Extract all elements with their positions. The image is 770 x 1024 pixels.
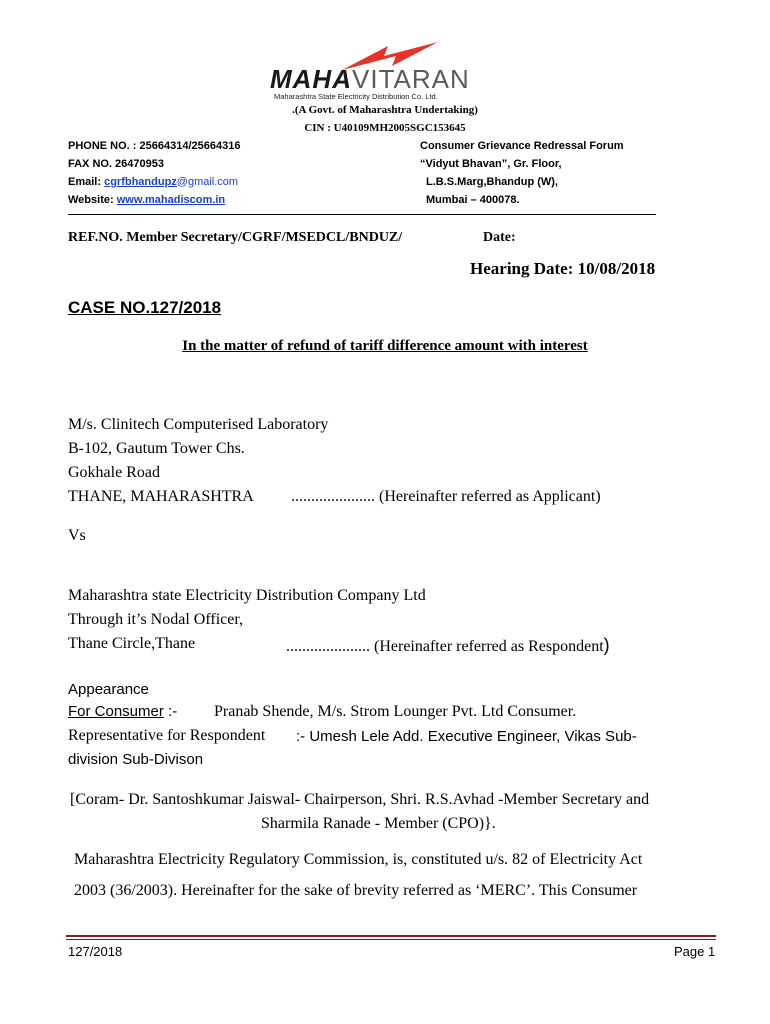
header-divider	[68, 214, 656, 215]
logo-word-vitaran: VITARAN	[352, 64, 470, 94]
consumer-representative: Pranab Shende, M/s. Strom Lounger Pvt. Ltd Consumer.	[214, 703, 577, 720]
applicant-line-4: THANE, MAHARASHTRA	[68, 488, 254, 505]
respondent-line-3: Thane Circle,Thane	[68, 635, 196, 652]
footer-divider	[66, 935, 716, 937]
address-line-3: Mumbai – 400078.	[426, 194, 520, 206]
respondent-representative: :- Umesh Lele Add. Executive Engineer, Vikas Sub-	[296, 728, 637, 745]
page-number: Page 1	[674, 944, 716, 959]
body-line-1: Maharashtra Electricity Regulatory Commission, is, constituted u/s. 82 of Electricity Act	[74, 851, 643, 868]
consumer-appearance	[68, 703, 177, 721]
respondent-representative-cont: division Sub-Divison	[68, 751, 204, 768]
respondent-representative-label: Representative for Respondent	[68, 727, 266, 744]
email-domain: @gmail.com	[176, 176, 239, 188]
respondent-role	[286, 635, 610, 656]
respondent-line-1: Maharashtra state Electricity Distribution Company Ltd	[68, 587, 426, 604]
coram-line-2: Sharmila Ranade - Member (CPO)}.	[261, 815, 496, 832]
coram-line-1: [Coram- Dr. Santoshkumar Jaiswal- Chairperson, Shri. R.S.Avhad -Member Secretary and	[70, 791, 650, 808]
hearing-date: Hearing Date: 10/08/2018	[470, 259, 656, 278]
fax-number: FAX NO. 26470953	[68, 158, 165, 170]
logo-wordmark	[270, 64, 515, 95]
body-line-2: 2003 (36/2003). Hereinafter for the sake of brevity referred as ‘MERC’. This Consumer	[74, 882, 638, 899]
footer-case-number: 127/2018	[68, 944, 123, 959]
logo-word-maha: MAHA	[270, 64, 352, 94]
consumer-separator: :-	[163, 703, 178, 720]
respondent-line-2: Through it’s Nodal Officer,	[68, 611, 244, 628]
applicant-line-3: Gokhale Road	[68, 464, 160, 481]
website-label: Website:	[68, 194, 117, 206]
respondent-role-close: )	[603, 635, 610, 655]
cin-line: CIN : U40109MH2005SGC153645	[304, 122, 466, 134]
logo-subtitle: Maharashtra State Electricity Distribution Co. Ltd.	[274, 92, 438, 101]
address-line-2: L.B.S.Marg,Bhandup (W),	[426, 176, 558, 188]
respondent-role-text: ..................... (Hereinafter referred as Respondent	[286, 638, 604, 655]
address-line-1: “Vidyut Bhavan”, Gr. Floor,	[420, 158, 562, 170]
phone-number: PHONE NO. : 25664314/25664316	[68, 140, 241, 152]
mahavitaran-logo	[270, 40, 515, 100]
versus: Vs	[68, 527, 86, 544]
email-label: Email:	[68, 176, 105, 188]
applicant-role: ..................... (Hereinafter referred as Applicant)	[291, 488, 601, 505]
govt-undertaking-line: .(A Govt. of Maharashtra Undertaking)	[292, 104, 478, 116]
applicant-line-1: M/s. Clinitech Computerised Laboratory	[68, 416, 329, 433]
email-link[interactable]: cgrfbhandupz	[104, 176, 177, 188]
consumer-label: For Consumer	[68, 703, 164, 720]
appearance-heading: Appearance	[68, 681, 149, 698]
date-label: Date:	[483, 230, 516, 245]
applicant-line-2: B-102, Gautum Tower Chs.	[68, 440, 245, 457]
website-line	[68, 194, 225, 206]
case-number: CASE NO.127/2018	[68, 298, 222, 317]
matter-heading: In the matter of refund of tariff difference amount with interest	[182, 338, 588, 354]
reference-number: REF.NO. Member Secretary/CGRF/MSEDCL/BNDUZ/	[68, 230, 403, 245]
footer-divider-thin	[66, 939, 716, 940]
email-line	[68, 176, 238, 188]
forum-name: Consumer Grievance Redressal Forum	[420, 140, 624, 152]
website-link[interactable]: www.mahadiscom.in	[116, 194, 226, 206]
